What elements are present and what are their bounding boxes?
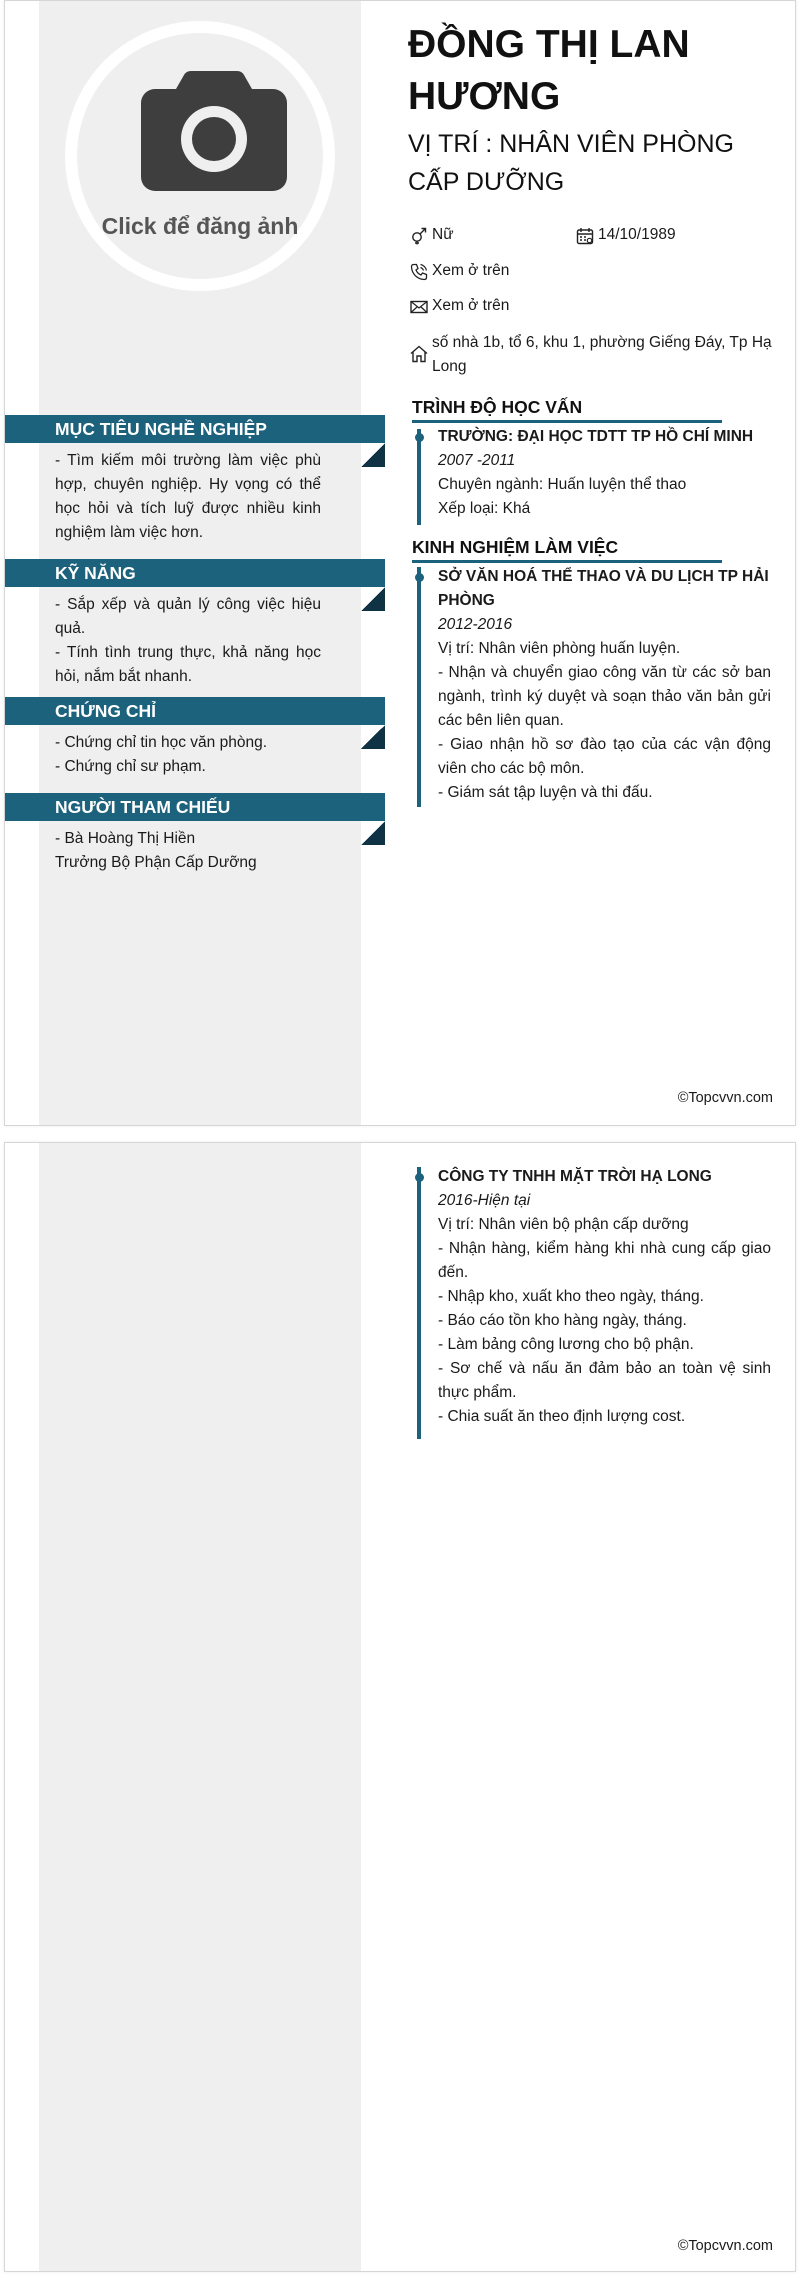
references-heading: NGƯỜI THAM CHIẾU [5, 793, 385, 821]
footer-credit: ©Topcvvn.com [677, 2238, 773, 2254]
objective-text: - Tìm kiếm môi trường làm việc phù hợp, chuyên nghiệp. Hy vọng có thể học hỏi và tích luỹ được nhiều kinh nghiệm làm việc hơn. [55, 452, 321, 541]
address-value: số nhà 1b, tổ 6, khu 1, phường Giếng Đáy, Tp Hạ Long [432, 334, 772, 375]
education-major: Chuyên ngành: Huấn luyện thể thao [438, 476, 687, 493]
job-line: - Nhận hàng, kiểm hàng khi nhà cung cấp giao đến. [438, 1240, 771, 1281]
gender-icon [410, 227, 428, 245]
job-line: - Nhận và chuyển giao công văn từ các sở ban ngành, trình ký duyệt và soạn thảo văn bản gửi các bên liên quan. [438, 664, 771, 729]
certificates-list [55, 731, 321, 779]
email-icon [410, 298, 428, 316]
skills-heading: KỸ NĂNG [5, 559, 385, 587]
job-line: - Chia suất ăn theo định lượng cost. [438, 1408, 686, 1425]
list-item: - Bà Hoàng Thị Hiền [55, 830, 196, 847]
gender-value: Nữ [432, 226, 454, 243]
timeline-dot [415, 573, 424, 582]
job-period: 2016-Hiện tại [438, 1192, 531, 1209]
candidate-position: VỊ TRÍ : NHÂN VIÊN PHÒNG CẤP DƯỠNG [408, 130, 734, 196]
company-name: CÔNG TY TNHH MẶT TRỜI HẠ LONG [438, 1168, 712, 1185]
education-timeline [417, 429, 421, 525]
job-line: Vị trí: Nhân viên phòng huấn luyện. [438, 640, 681, 657]
phone-icon [410, 263, 428, 281]
avatar-upload-label: Click để đăng ảnh [101, 213, 299, 239]
footer-credit: ©Topcvvn.com [677, 1090, 773, 1106]
list-item: - Chứng chỉ tin học văn phòng. [55, 734, 268, 751]
timeline-dot [415, 433, 424, 442]
skills-list [55, 593, 321, 689]
job-line: Vị trí: Nhân viên bộ phận cấp dưỡng [438, 1216, 689, 1233]
job-line: - Báo cáo tồn kho hàng ngày, tháng. [438, 1312, 687, 1329]
experience-timeline [417, 567, 421, 807]
certificates-heading: CHỨNG CHỈ [5, 697, 385, 725]
list-item: Trưởng Bộ Phận Cấp Dưỡng [55, 854, 257, 871]
education-period: 2007 -2011 [438, 452, 516, 469]
education-heading: TRÌNH ĐỘ HỌC VẤN [412, 394, 722, 423]
job-line: - Giám sát tập luyện và thi đấu. [438, 784, 653, 801]
birthdate-value: 14/10/1989 [598, 226, 676, 243]
job-line: - Làm bảng công lương cho bộ phận. [438, 1336, 694, 1353]
references-list [55, 827, 321, 875]
job-line: - Giao nhận hồ sơ đào tạo của các vận động viên cho các bộ môn. [438, 736, 771, 777]
list-item: - Tính tình trung thực, khả năng học hỏi, nắm bắt nhanh. [55, 644, 321, 685]
company-name: SỞ VĂN HOÁ THỂ THAO VÀ DU LỊCH TP HẢI PHÒNG [438, 568, 769, 609]
experience-heading: KINH NGHIỆM LÀM VIỆC [412, 534, 722, 563]
objective-heading: MỤC TIÊU NGHỀ NGHIỆP [5, 415, 385, 443]
cv-page-1 [4, 0, 796, 1126]
address-row [410, 331, 780, 381]
email-value: Xem ở trên [432, 297, 510, 314]
phone-value: Xem ở trên [432, 262, 510, 279]
timeline-dot [415, 1173, 424, 1182]
ribbon-fold [361, 587, 385, 611]
home-icon [410, 345, 428, 363]
ribbon-fold [361, 725, 385, 749]
camera-icon [139, 63, 289, 193]
ribbon-fold [361, 443, 385, 467]
job-line: - Nhập kho, xuất kho theo ngày, tháng. [438, 1288, 704, 1305]
sidebar-background [39, 1143, 361, 2271]
list-item: - Sắp xếp và quản lý công việc hiệu quả. [55, 596, 321, 637]
education-grade: Xếp loại: Khá [438, 500, 531, 517]
calendar-icon [576, 227, 594, 245]
experience-entry-2 [438, 1165, 771, 1429]
experience-entry-1 [438, 565, 771, 805]
cv-page-2 [4, 1142, 796, 2272]
job-line: - Sơ chế và nấu ăn đảm bảo an toàn vệ sinh thực phẩm. [438, 1360, 771, 1401]
avatar-upload[interactable] [65, 21, 335, 291]
job-period: 2012-2016 [438, 616, 513, 633]
experience-timeline [417, 1167, 421, 1439]
ribbon-fold [361, 821, 385, 845]
education-entry [438, 425, 771, 521]
school-name: TRƯỜNG: ĐẠI HỌC TDTT TP HỒ CHÍ MINH [438, 428, 754, 445]
candidate-name: ĐỒNG THỊ LAN HƯƠNG [408, 23, 690, 118]
list-item: - Chứng chỉ sư phạm. [55, 758, 206, 775]
